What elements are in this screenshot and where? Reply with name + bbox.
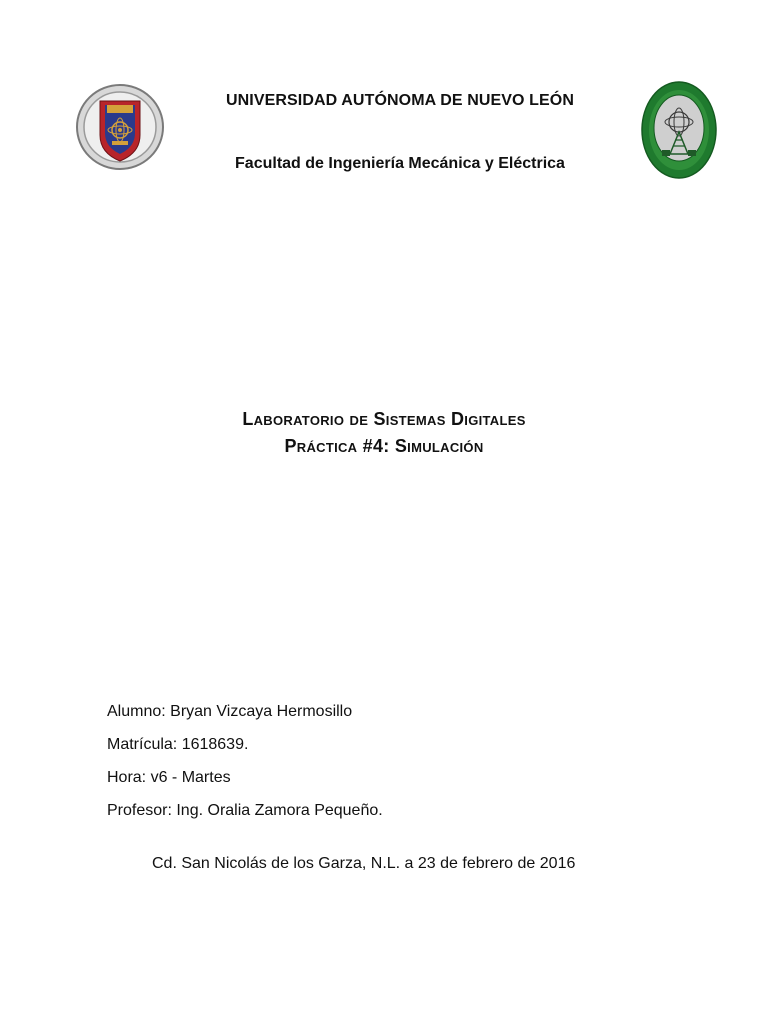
student-id: Matrícula: 1618639. (107, 736, 249, 753)
professor-name: Profesor: Ing. Oralia Zamora Pequeño. (107, 802, 383, 819)
student-info (107, 695, 383, 827)
title-line-1: Laboratorio de Sistemas Digitales (242, 409, 526, 429)
fime-seal-icon (640, 80, 718, 180)
class-hour: Hora: v6 - Martes (107, 769, 231, 786)
title-line-2: Práctica #4: Simulación (284, 436, 484, 456)
student-name: Alumno: Bryan Vizcaya Hermosillo (107, 703, 353, 720)
report-title (0, 406, 768, 460)
faculty-name: Facultad de Ingeniería Mecánica y Eléctrica (235, 155, 565, 172)
university-name: UNIVERSIDAD AUTÓNOMA DE NUEVO LEÓN (225, 92, 574, 109)
place-and-date: Cd. San Nicolás de los Garza, N.L. a 23 de febrero de 2016 (152, 855, 576, 872)
